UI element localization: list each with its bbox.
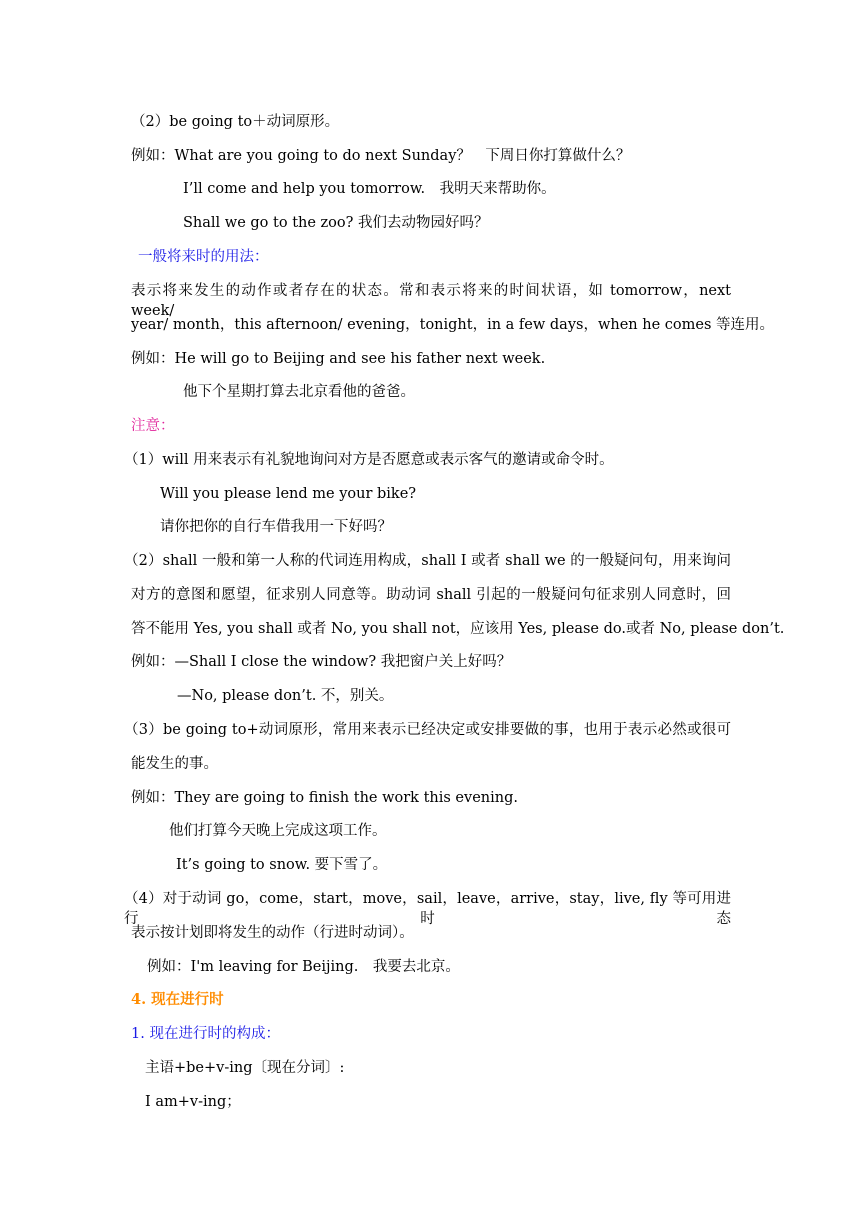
text-line: 例如：—Shall I close the window? 我把窗户关上好吗？ [131,654,512,670]
text-line: （2）be going to＋动词原形。 [131,114,340,130]
subsection-heading: 1. 现在进行时的构成： [131,1026,280,1042]
text-line: 答不能用 Yes, you shall 或者 No, you shall not，应该用 Yes, please do.或者 No, please don’t. [131,621,785,637]
text-line: 对方的意图和愿望，征求别人同意等。助动词 shall 引起的一般疑问句征求别人同意时，回 [131,587,731,603]
text-line: 能发生的事。 [131,756,218,772]
text-line: I’ll come and help you tomorrow. 我明天来帮助你。 [183,181,556,197]
text-line: （2）shall 一般和第一人称的代词连用构成，shall I 或者 shall we 的一般疑问句，用来询问 [124,553,731,569]
section-heading: 一般将来时的用法： [138,249,269,265]
text-line: Will you please lend me your bike? [160,486,417,502]
note-heading: 注意： [131,418,175,434]
text-line: —No, please don’t. 不，别关。 [177,688,394,704]
text-line: 他下个星期打算去北京看他的爸爸。 [183,384,415,400]
text-line: 例如：He will go to Beijing and see his father next week. [131,351,546,367]
text-line: 主语+be+v-ing〔现在分词〕: [145,1060,345,1076]
text-line: （4）对于动词 go，come，start，move，sail，leave，arrive，stay，live, fly 等可用进行时态 [124,891,731,927]
text-line: 例如：What are you going to do next Sunday？ 下周日你打算做什么？ [131,148,631,164]
text-line: 请你把你的自行车借我用一下好吗？ [160,519,392,535]
text-line: 表示将来发生的动作或者存在的状态。常和表示将来的时间状语，如 tomorrow，next week/ [131,283,731,319]
text-line: （1）will 用来表示有礼貌地询问对方是否愿意或表示客气的邀请或命令时。 [124,452,614,468]
text-line: year/ month，this afternoon/ evening，tonight，in a few days，when he comes 等连用。 [131,317,774,333]
section-heading-orange: 4. 现在进行时 [131,991,224,1008]
text-line: 例如：They are going to finish the work this evening. [131,790,518,806]
text-line: （3）be going to+动词原形，常用来表示已经决定或安排要做的事，也用于表示必然或很可 [124,722,731,738]
text-line: 例如：I'm leaving for Beijing. 我要去北京。 [147,959,460,975]
text-line: It’s going to snow. 要下雪了。 [176,857,388,873]
text-line: 表示按计划即将发生的动作（行进时动词）。 [131,925,414,941]
text-line: I am+v-ing； [145,1094,241,1110]
text-line: Shall we go to the zoo? 我们去动物园好吗？ [183,215,489,231]
text-line: 他们打算今天晚上完成这项工作。 [169,823,387,839]
